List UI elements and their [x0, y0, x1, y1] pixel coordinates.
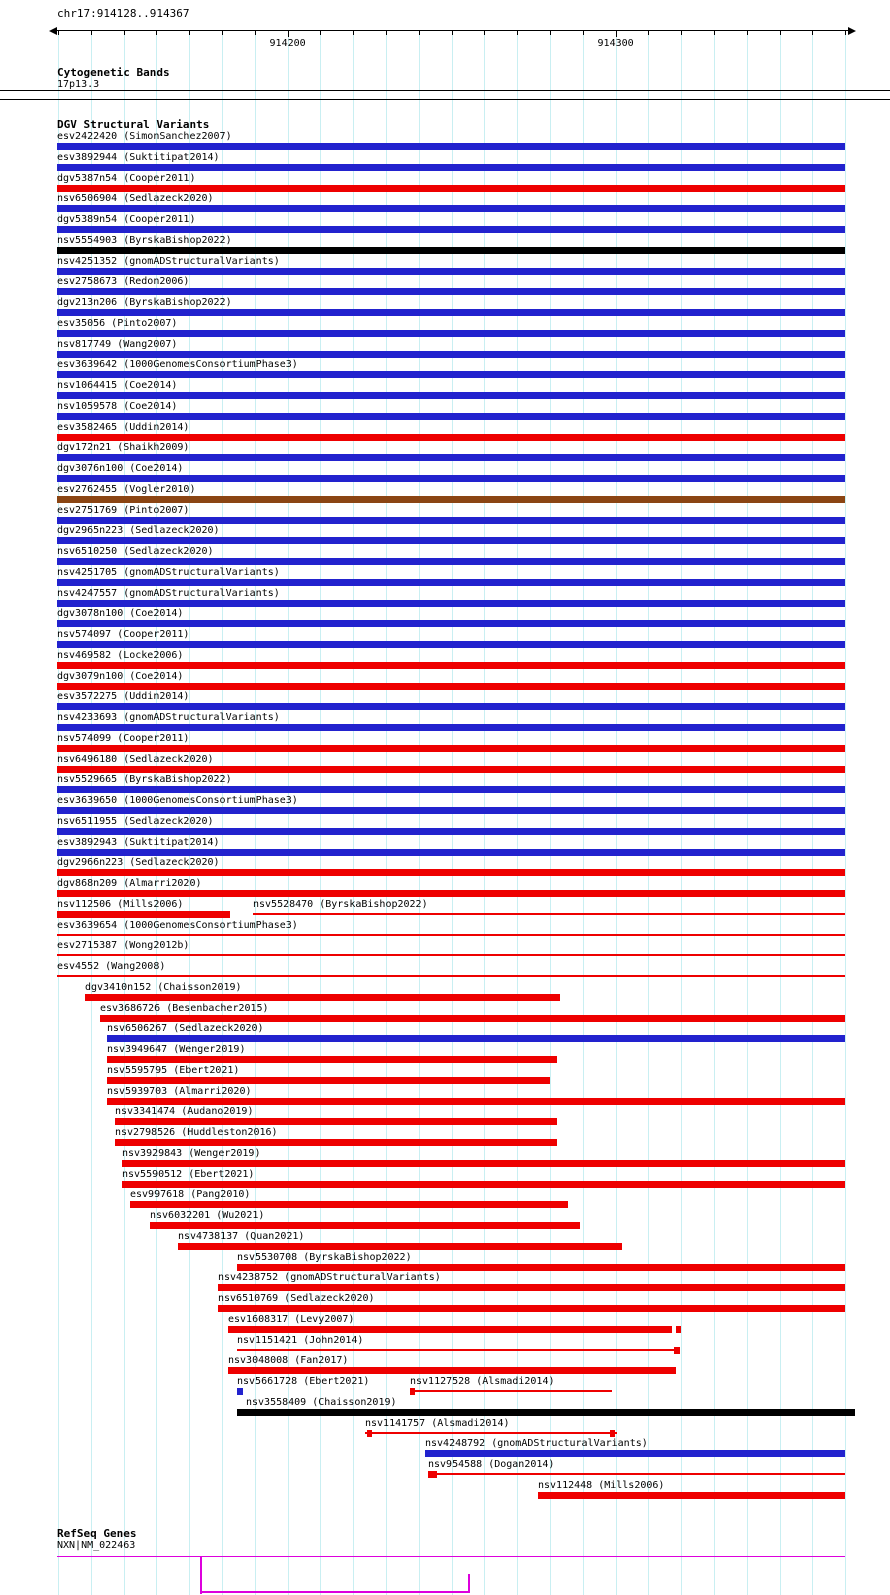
ruler-tick-label: 914300: [597, 38, 634, 49]
cytoband-glyph[interactable]: [0, 90, 890, 100]
variant-label[interactable]: nsv817749 (Wang2007): [57, 338, 178, 350]
variant-bar[interactable]: [57, 496, 845, 503]
ruler-tick: [255, 30, 256, 35]
variant-label[interactable]: esv4552 (Wang2008): [57, 961, 166, 972]
variant-label[interactable]: esv35056 (Pinto2007): [57, 317, 178, 329]
variant-bar[interactable]: [410, 1390, 612, 1392]
variant-label[interactable]: esv997618 (Pang2010): [130, 1189, 251, 1201]
ruler-left-arrow-icon: [49, 27, 57, 35]
variant-bar[interactable]: [178, 1243, 622, 1250]
variant-bar[interactable]: [57, 226, 845, 233]
variant-label[interactable]: dgv213n206 (ByrskaBishop2022): [57, 297, 232, 308]
variant-label[interactable]: dgv3076n100 (Coe2014): [57, 463, 184, 474]
variant-bar[interactable]: [57, 143, 845, 150]
variant-label[interactable]: nsv5530708 (ByrskaBishop2022): [237, 1251, 412, 1263]
variant-bar[interactable]: [57, 828, 845, 835]
ruler-tick: [58, 30, 59, 35]
variant-label[interactable]: esv2762455 (Vogler2010): [57, 483, 196, 495]
variant-label[interactable]: esv3582465 (Uddin2014): [57, 421, 190, 433]
ruler-tick: [189, 30, 190, 35]
variant-bar[interactable]: [57, 662, 845, 669]
variant-label[interactable]: nsv4248792 (gnomADStructuralVariants): [425, 1438, 648, 1450]
variant-bar[interactable]: [57, 954, 845, 956]
variant-bar[interactable]: [367, 1430, 372, 1437]
variant-label[interactable]: nsv5590512 (Ebert2021): [122, 1168, 255, 1180]
variant-label[interactable]: nsv6511955 (Sedlazeck2020): [57, 815, 214, 827]
variant-bar[interactable]: [57, 807, 845, 814]
variant-bar[interactable]: [57, 745, 845, 752]
variant-label[interactable]: nsv4738137 (Quan2021): [178, 1230, 305, 1242]
variant-bar[interactable]: [676, 1326, 681, 1333]
variant-label[interactable]: esv3639642 (1000GenomesConsortiumPhase3): [57, 359, 298, 371]
variant-bar[interactable]: [425, 1450, 845, 1457]
variant-bar[interactable]: [57, 392, 845, 399]
variant-bar[interactable]: [57, 413, 845, 420]
variant-bar[interactable]: [57, 537, 845, 544]
variant-bar[interactable]: [57, 185, 845, 192]
variant-label[interactable]: nsv1127528 (Alsmadi2014): [410, 1376, 555, 1387]
variant-bar[interactable]: [107, 1035, 845, 1042]
variant-label[interactable]: dgv5389n54 (Cooper2011): [57, 214, 196, 225]
variant-label[interactable]: nsv4251352 (gnomADStructuralVariants): [57, 255, 280, 267]
variant-label[interactable]: nsv5939703 (Almarri2020): [107, 1085, 252, 1097]
ruler-tick: [714, 30, 715, 35]
variant-label[interactable]: dgv2966n223 (Sedlazeck2020): [57, 857, 220, 869]
variant-bar[interactable]: [57, 911, 230, 918]
variant-bar[interactable]: [57, 371, 845, 378]
variant-bar[interactable]: [57, 683, 845, 690]
variant-bar[interactable]: [538, 1492, 845, 1499]
variant-bar[interactable]: [57, 869, 845, 876]
ruler-tick: [780, 30, 781, 35]
variant-bar[interactable]: [437, 1473, 845, 1475]
variant-bar[interactable]: [57, 558, 845, 565]
variant-bar[interactable]: [100, 1015, 845, 1022]
variant-bar[interactable]: [237, 1409, 855, 1416]
variant-bar[interactable]: [115, 1139, 557, 1146]
variant-label[interactable]: nsv574097 (Cooper2011): [57, 629, 190, 640]
grid-line: [845, 30, 846, 1595]
ruler-tick: [156, 30, 157, 35]
variant-label[interactable]: nsv1064415 (Coe2014): [57, 380, 178, 391]
ruler-tick: [222, 30, 223, 35]
ruler-tick-label: 914200: [269, 38, 306, 49]
variant-label[interactable]: esv3639650 (1000GenomesConsortiumPhase3): [57, 795, 298, 806]
variant-label[interactable]: nsv3929843 (Wenger2019): [122, 1147, 261, 1159]
variant-label[interactable]: nsv3048008 (Fan2017): [228, 1355, 349, 1367]
ruler-tick: [386, 30, 387, 35]
variant-label[interactable]: esv2751769 (Pinto2007): [57, 504, 190, 516]
variant-label[interactable]: esv2758673 (Redon2006): [57, 276, 190, 288]
region-coordinates: chr17:914128..914367: [57, 7, 190, 20]
ruler-tick: [812, 30, 813, 35]
variant-label[interactable]: esv3892944 (Suktitipat2014): [57, 151, 220, 163]
variant-bar[interactable]: [130, 1201, 568, 1208]
variant-label[interactable]: nsv1059578 (Coe2014): [57, 400, 178, 412]
ruler-right-arrow-icon: [848, 27, 856, 35]
variant-bar[interactable]: [253, 913, 845, 915]
variant-bar[interactable]: [57, 247, 845, 254]
ruler-tick: [320, 30, 321, 35]
variant-label[interactable]: nsv4238752 (gnomADStructuralVariants): [218, 1272, 441, 1284]
variant-bar[interactable]: [365, 1432, 617, 1434]
ruler-tick: [91, 30, 92, 35]
ruler-tick: [353, 30, 354, 35]
variant-label[interactable]: esv1608317 (Levy2007): [228, 1313, 355, 1325]
variant-bar[interactable]: [57, 475, 845, 482]
variant-bar[interactable]: [57, 268, 845, 275]
variant-label[interactable]: nsv3949647 (Wenger2019): [107, 1044, 246, 1055]
variant-label[interactable]: nsv3558409 (Chaisson2019): [246, 1396, 397, 1408]
variant-label[interactable]: nsv954588 (Dogan2014): [428, 1459, 555, 1470]
ruler-tick: [583, 30, 584, 35]
variant-bar[interactable]: [57, 454, 845, 461]
variant-label[interactable]: nsv4247557 (gnomADStructuralVariants): [57, 587, 280, 599]
variant-bar[interactable]: [57, 620, 845, 627]
variant-label[interactable]: dgv868n209 (Almarri2020): [57, 878, 202, 889]
refseq-gene-name: NXN|NM_022463: [57, 1540, 136, 1551]
variant-label[interactable]: nsv112448 (Mills2006): [538, 1479, 665, 1491]
dgv-track-title: DGV Structural Variants: [57, 118, 210, 131]
variant-bar[interactable]: [115, 1118, 557, 1125]
variant-label[interactable]: dgv3410n152 (Chaisson2019): [85, 981, 242, 993]
variant-label[interactable]: nsv5661728 (Ebert2021): [237, 1376, 370, 1387]
variant-bar[interactable]: [57, 330, 845, 337]
variant-bar[interactable]: [610, 1430, 615, 1437]
variant-bar[interactable]: [237, 1349, 675, 1351]
variant-label[interactable]: nsv5595795 (Ebert2021): [107, 1064, 240, 1076]
variant-bar[interactable]: [57, 766, 845, 773]
variant-bar[interactable]: [218, 1284, 845, 1291]
variant-bar[interactable]: [57, 724, 845, 731]
variant-bar[interactable]: [57, 351, 845, 358]
ruler-tick: [681, 30, 682, 35]
variant-bar[interactable]: [410, 1388, 415, 1395]
variant-label[interactable]: dgv2965n223 (Sedlazeck2020): [57, 525, 220, 537]
variant-bar[interactable]: [57, 164, 845, 171]
ruler-tick: [124, 30, 125, 35]
variant-label[interactable]: nsv6496180 (Sedlazeck2020): [57, 753, 214, 765]
variant-bar[interactable]: [107, 1098, 845, 1105]
variant-bar[interactable]: [57, 517, 845, 524]
variant-label[interactable]: nsv4251705 (gnomADStructuralVariants): [57, 566, 280, 578]
variant-bar[interactable]: [57, 309, 845, 316]
variant-label[interactable]: nsv6510769 (Sedlazeck2020): [218, 1293, 375, 1304]
gene-structure-segment[interactable]: [57, 1556, 845, 1557]
variant-bar[interactable]: [57, 890, 845, 897]
gene-structure-segment[interactable]: [200, 1556, 202, 1594]
variant-bar[interactable]: [237, 1388, 243, 1395]
variant-bar[interactable]: [57, 434, 845, 441]
variant-label[interactable]: esv3892943 (Suktitipat2014): [57, 836, 220, 848]
variant-label[interactable]: esv3639654 (1000GenomesConsortiumPhase3): [57, 919, 298, 931]
ruler-major-tick: [288, 30, 289, 37]
variant-label[interactable]: nsv1151421 (John2014): [237, 1334, 364, 1346]
variant-bar[interactable]: [57, 975, 845, 977]
variant-label[interactable]: nsv5528470 (ByrskaBishop2022): [253, 898, 428, 910]
ruler-tick: [550, 30, 551, 35]
ruler-tick: [452, 30, 453, 35]
variant-label[interactable]: esv2422420 (SimonSanchez2007): [57, 131, 232, 142]
variant-bar[interactable]: [428, 1471, 437, 1478]
variant-label[interactable]: dgv172n21 (Shaikh2009): [57, 442, 190, 454]
variant-bar[interactable]: [107, 1077, 550, 1084]
variant-bar[interactable]: [237, 1264, 845, 1271]
variant-label[interactable]: nsv6032201 (Wu2021): [150, 1210, 265, 1221]
refseq-track-title: RefSeq Genes: [57, 1527, 137, 1540]
ruler-tick: [747, 30, 748, 35]
variant-label[interactable]: esv3686726 (Besenbacher2015): [100, 1002, 269, 1014]
gene-structure-segment[interactable]: [468, 1574, 470, 1593]
variant-label[interactable]: nsv469582 (Locke2006): [57, 649, 184, 661]
ruler-tick: [845, 30, 846, 35]
variant-bar[interactable]: [122, 1160, 845, 1167]
variant-bar[interactable]: [57, 934, 845, 936]
cytoband-name: 17p13.3: [57, 79, 100, 90]
variant-label[interactable]: nsv6506904 (Sedlazeck2020): [57, 193, 214, 205]
variant-label[interactable]: nsv2798526 (Huddleston2016): [115, 1127, 278, 1138]
variant-bar[interactable]: [57, 786, 845, 793]
variant-label[interactable]: nsv3341474 (Audano2019): [115, 1106, 254, 1118]
variant-bar[interactable]: [57, 205, 845, 212]
variant-label[interactable]: nsv1141757 (Alsmadi2014): [365, 1417, 510, 1429]
variant-label[interactable]: nsv6510250 (Sedlazeck2020): [57, 546, 214, 557]
variant-bar[interactable]: [57, 600, 845, 607]
variant-label[interactable]: esv3572275 (Uddin2014): [57, 691, 190, 703]
variant-label[interactable]: dgv5387n54 (Cooper2011): [57, 172, 196, 184]
variant-bar[interactable]: [107, 1056, 557, 1063]
variant-bar[interactable]: [57, 703, 845, 710]
ruler-tick: [419, 30, 420, 35]
ruler-tick: [517, 30, 518, 35]
variant-bar[interactable]: [228, 1326, 672, 1333]
variant-bar[interactable]: [85, 994, 560, 1001]
variant-label[interactable]: nsv5554903 (ByrskaBishop2022): [57, 234, 232, 246]
variant-label[interactable]: nsv5529665 (ByrskaBishop2022): [57, 774, 232, 786]
variant-bar[interactable]: [57, 579, 845, 586]
variant-label[interactable]: dgv3078n100 (Coe2014): [57, 608, 184, 620]
ruler-major-tick: [616, 30, 617, 37]
variant-bar[interactable]: [218, 1305, 845, 1312]
variant-label[interactable]: dgv3079n100 (Coe2014): [57, 670, 184, 682]
cytogenetic-bands-title: Cytogenetic Bands: [57, 66, 170, 79]
variant-bar[interactable]: [228, 1367, 676, 1374]
variant-label[interactable]: esv2715387 (Wong2012b): [57, 940, 190, 952]
variant-bar[interactable]: [57, 849, 845, 856]
ruler-tick: [484, 30, 485, 35]
variant-bar[interactable]: [57, 288, 845, 295]
variant-label[interactable]: nsv4233693 (gnomADStructuralVariants): [57, 712, 280, 723]
variant-label[interactable]: nsv574099 (Cooper2011): [57, 732, 190, 744]
ruler-tick: [648, 30, 649, 35]
variant-bar[interactable]: [150, 1222, 580, 1229]
gene-structure-segment[interactable]: [201, 1591, 468, 1593]
variant-label[interactable]: nsv6506267 (Sedlazeck2020): [107, 1023, 264, 1035]
variant-bar[interactable]: [674, 1347, 680, 1354]
variant-bar[interactable]: [57, 641, 845, 648]
variant-label[interactable]: nsv112506 (Mills2006): [57, 898, 184, 910]
variant-bar[interactable]: [122, 1181, 845, 1188]
